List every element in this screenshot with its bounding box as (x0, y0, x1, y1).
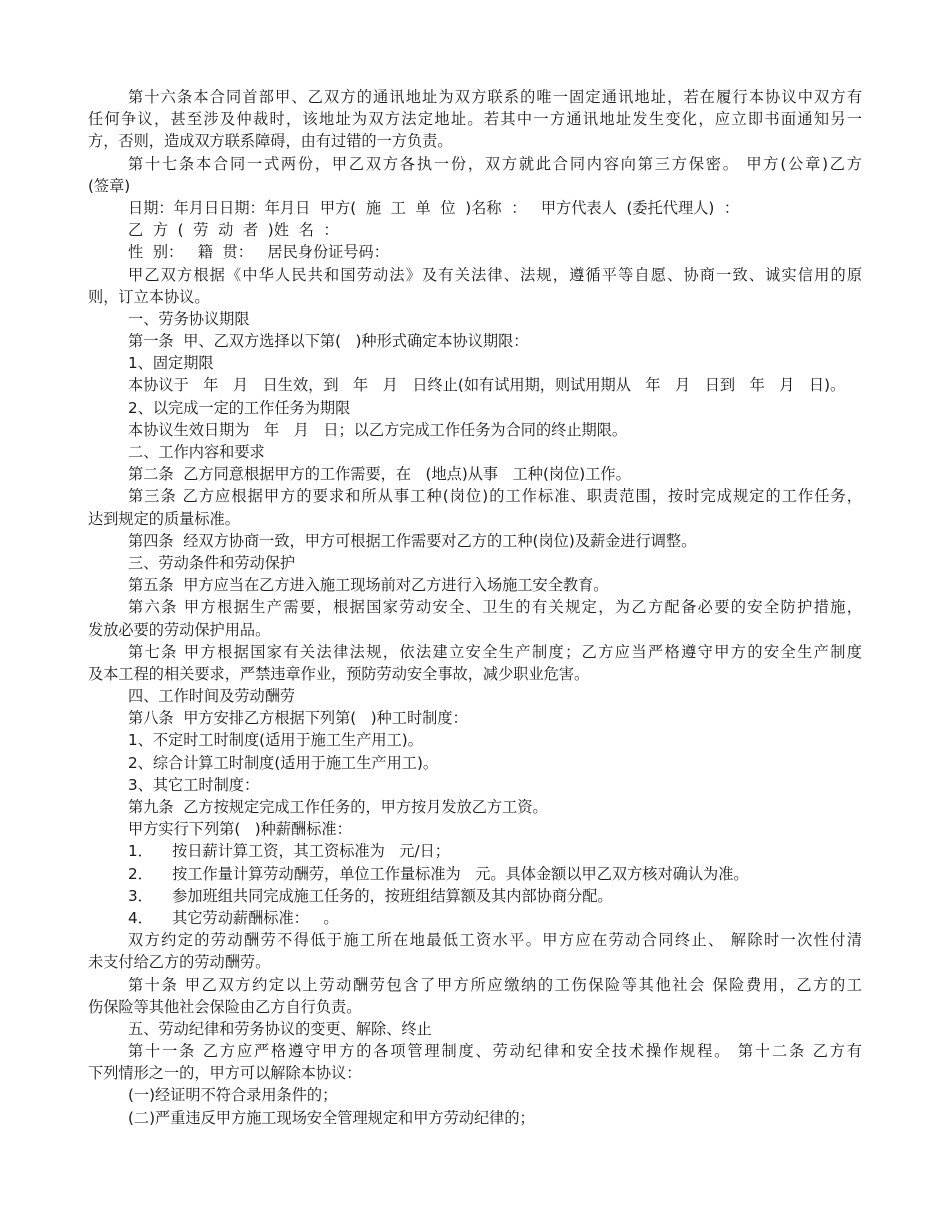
list-item: 3． 参加班组共同完成施工任务的，按班组结算额及其内部协商分配。 (128, 886, 613, 905)
section-heading: 一、劳务协议期限 (128, 309, 250, 328)
paragraph-line: 伤保险等其他社会保险由乙方自行负责。 (88, 997, 362, 1016)
paragraph-line: 第十条 甲乙双方约定以上劳动酬劳包含了甲方所应缴纳的工伤保险等其他社会 保险费用，乙方的工 (128, 975, 862, 994)
paragraph-line: 1、固定期限 (128, 354, 214, 373)
list-item: 2． 按工作量计算劳动酬劳，单位工作量标准为 元。具体金额以甲乙双方核对确认为准。 (128, 864, 749, 883)
section-heading: 二、工作内容和要求 (128, 443, 265, 461)
paragraph-line: 本协议生效日期为 年 月 日；以乙方完成工作任务为合同的终止期限。 (128, 420, 628, 439)
paragraph-line: 甲乙双方根据《中华人民共和国劳动法》及有关法律、法规，遵循平等自愿、协商一致、诚实信用的原 (128, 265, 862, 284)
paragraph-line: 则，订立本协议。 (88, 287, 210, 306)
paragraph-line: 本协议于 年 月 日生效，到 年 月 日终止(如有试用期，则试用期从 年 月 日到 年 月 日)。 (128, 376, 846, 395)
list-item: 1． 按日薪计算工资，其工资标准为 元/日； (128, 842, 450, 861)
paragraph-line: 第五条 甲方应当在乙方进入施工现场前对乙方进行入场施工安全教育。 (128, 576, 609, 595)
paragraph-line: 2、以完成一定的工作任务为期限 (128, 398, 351, 417)
list-item: (二)严重违反甲方施工现场安全管理规定和甲方劳动纪律的； (128, 1108, 535, 1127)
paragraph-line: 下列情形之一的，甲方可以解除本协议： (88, 1064, 362, 1083)
list-item: 4． 其它劳动薪酬标准： 。 (128, 908, 339, 927)
paragraph-line: 发放必要的劳动保护用品。 (88, 620, 271, 639)
paragraph-line: 未支付给乙方的劳动酬劳。 (88, 953, 271, 972)
paragraph-line: 甲方实行下列第( )种薪酬标准： (128, 820, 352, 839)
paragraph-line: 第十七条本合同一式两份，甲乙双方各执一份，双方就此合同内容向第三方保密。 甲方(公章)乙方 (128, 154, 862, 173)
paragraph-line: 达到规定的质量标准。 (88, 509, 240, 528)
paragraph-line: 任何争议，甚至涉及仲裁时，该地址为双方法定地址。若其中一方通讯地址发生变化，应立即书面通知另一 (88, 110, 862, 129)
paragraph-line: 第九条 乙方按规定完成工作任务的，甲方按月发放乙方工资。 (128, 798, 548, 816)
paragraph-line: 方，否则，造成双方联系障碍，由有过错的一方负责。 (88, 132, 453, 151)
paragraph-line: 3、其它工时制度： (128, 775, 260, 794)
paragraph-line: 第四条 经双方协商一致，甲方可根据工作需要对乙方的工种(岗位)及薪金进行调整。 (128, 531, 697, 550)
paragraph-line: 日期：年月日日期：年月日 甲方( 施 工 单 位 )名称 ： 甲方代表人 (委托代理人) ： (128, 198, 740, 217)
paragraph-line: 第七条 甲方根据国家有关法律法规，依法建立安全生产制度；乙方应当严格遵守甲方的安全生产制度 (128, 642, 862, 661)
paragraph-line: 第八条 甲方安排乙方根据下列第( )种工时制度： (128, 709, 468, 728)
list-item: (一)经证明不符合录用条件的； (128, 1086, 338, 1105)
section-heading: 三、劳动条件和劳动保护 (128, 553, 296, 572)
paragraph-line: 第二条 乙方同意根据甲方的工作需要，在 (地点)从事 工种(岗位)工作。 (128, 465, 631, 484)
paragraph-line: 双方约定的劳动酬劳不得低于施工所在地最低工资水平。甲方应在劳动合同终止、 解除时一次性付清 (128, 931, 862, 950)
paragraph-line: 2、综合计算工时制度(适用于施工生产用工)。 (128, 753, 439, 772)
paragraph-line: 性 别： 籍 贯： 居民身份证号码： (128, 243, 389, 262)
paragraph-line: 第三条 乙方应根据甲方的要求和所从事工种(岗位)的工作标准、职责范围，按时完成规定的工作任务， (128, 487, 862, 506)
paragraph-line: 乙 方 ( 劳 动 者 )姓 名 ： (128, 221, 339, 240)
paragraph-line: 第十一条 乙方应严格遵守甲方的各项管理制度、劳动纪律和安全技术操作规程。 第十二条 乙方有 (128, 1042, 862, 1061)
paragraph-line: (签章) (88, 176, 131, 195)
paragraph-line: 及本工程的相关要求，严禁违章作业，预防劳动安全事故，减少职业危害。 (88, 664, 590, 683)
paragraph-line: 1、不定时工时制度(适用于施工生产用工)。 (128, 731, 423, 750)
paragraph-line: 第一条 甲、乙双方选择以下第( )种形式确定本协议期限： (128, 332, 529, 351)
paragraph-line: 第十六条本合同首部甲、乙双方的通讯地址为双方联系的唯一固定通讯地址，若在履行本协议中双方有 (128, 88, 862, 106)
section-heading: 五、劳动纪律和劳务协议的变更、解除、终止 (128, 1019, 432, 1038)
paragraph-line: 第六条 甲方根据生产需要，根据国家劳动安全、卫生的有关规定，为乙方配备必要的安全防护措施， (128, 598, 862, 617)
section-heading: 四、工作时间及劳动酬劳 (128, 687, 296, 706)
